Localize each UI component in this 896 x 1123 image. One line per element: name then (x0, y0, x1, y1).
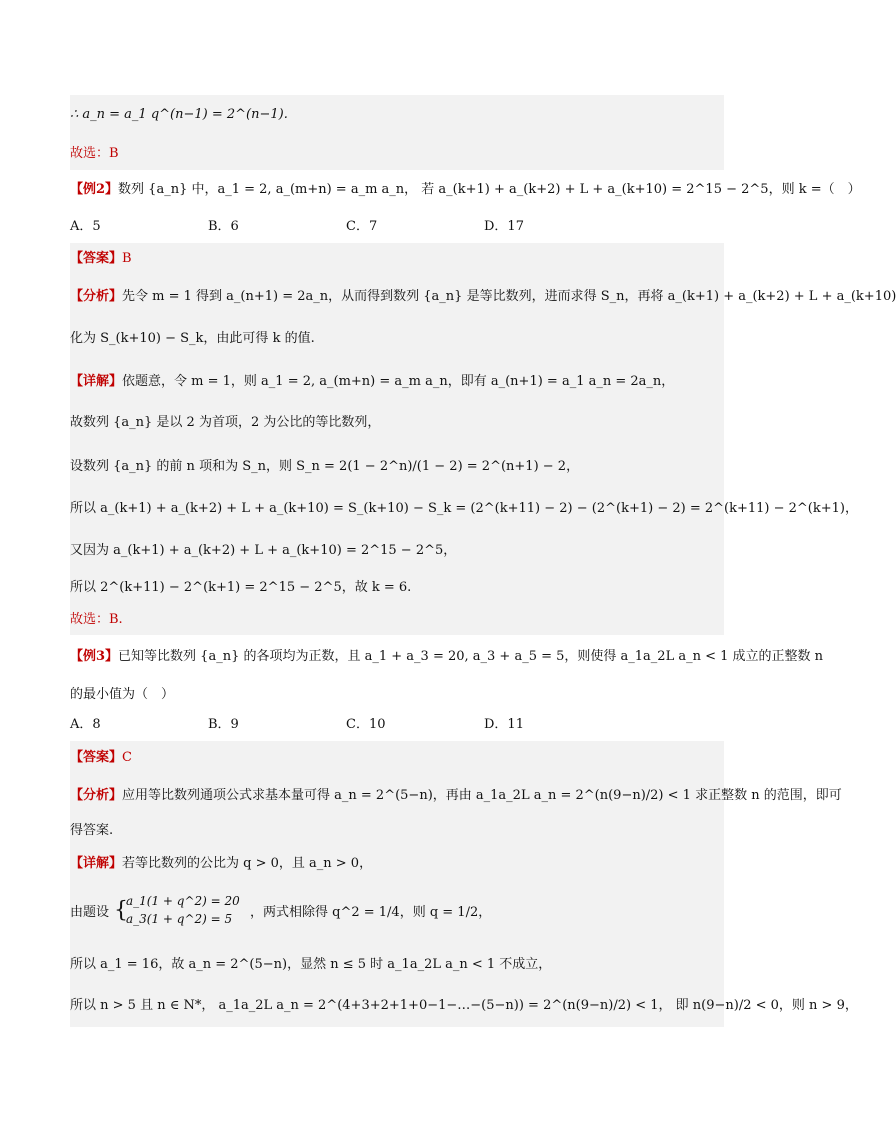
example-3-tag: 【例3】 (70, 649, 119, 664)
example-2-text: 数列 {a_n} 中，a_1 = 2, a_(m+n) = a_m a_n， 若 a_(k+1) + a_(k+2) + L + a_(k+10) = 2^15 − 2^5，则 k =（ ） (118, 182, 861, 197)
example-3-answer (70, 749, 724, 767)
option-a: A．8 (70, 717, 101, 732)
option-c: C．10 (346, 717, 386, 732)
example-3-detail-line-4: 所以 n > 5 且 n ∈ N*， a_1a_2L a_n = 2^(4+3+2+1+0−1−…−(5−n)) = 2^(n(9−n)/2) < 1， 即 n(9−n)/2 < 0，则 n > 9， (70, 998, 858, 1013)
answer-tag: 【答案】 (70, 750, 123, 765)
analysis-text: 先令 m = 1 得到 a_(n+1) = 2a_n，从而得到数列 {a_n} 是等比数列，进而求得 S_n，再将 a_(k+1) + a_(k+2) + L + a_(k+10) (122, 289, 896, 304)
example-3-detail-line-2 (70, 892, 724, 932)
example-2-select: 故选：B. (70, 612, 123, 627)
example-3-analysis-line-1 (70, 787, 842, 805)
example-2-detail-line-5: 又因为 a_(k+1) + a_(k+2) + L + a_(k+10) = 2^15 − 2^5， (70, 543, 457, 558)
option-d: D．11 (484, 717, 524, 732)
answer-value: B (122, 251, 132, 266)
example-3-text: 已知等比数列 {a_n} 的各项均为正数，且 a_1 + a_3 = 20, a_3 + a_5 = 5，则使得 a_1a_2L a_n < 1 成立的正整数 n (118, 649, 824, 664)
option-a: A．5 (70, 219, 101, 234)
option-b: B．9 (208, 717, 239, 732)
answer-select-line: 故选：B (70, 146, 119, 161)
analysis-tag: 【分析】 (70, 289, 123, 304)
example-2-analysis-line-1 (70, 288, 896, 306)
analysis-tag: 【分析】 (70, 788, 123, 803)
option-c: C．7 (346, 219, 378, 234)
example-3-detail-line-1 (70, 855, 724, 873)
option-d: D．17 (484, 219, 524, 234)
example-2-analysis-line-2: 化为 S_(k+10) − S_k，由此可得 k 的值. (70, 331, 315, 346)
detail-prefix: 由题设 (70, 905, 110, 920)
example-3-solution-block (70, 741, 858, 1027)
option-b: B．6 (208, 219, 239, 234)
example-2-detail-line-3: 设数列 {a_n} 的前 n 项和为 S_n，则 S_n = 2(1 − 2^n)/(1 − 2) = 2^(n+1) − 2， (70, 459, 580, 474)
example-2-detail-line-1 (70, 373, 724, 391)
detail-tag: 【详解】 (70, 856, 123, 871)
example-3-question-line-1 (70, 648, 824, 666)
formula: ∴ a_n = a_1 q^(n−1) = 2^(n−1). (70, 107, 288, 122)
detail-tag: 【详解】 (70, 374, 123, 389)
detail-suffix: ，两式相除得 q^2 = 1/4，则 q = 1/2， (250, 905, 492, 920)
example-3-detail-line-3: 所以 a_1 = 16，故 a_n = 2^(5−n)，显然 n ≤ 5 时 a_1a_2L a_n < 1 不成立， (70, 957, 552, 972)
detail-text: 依题意，令 m = 1，则 a_1 = 2, a_(m+n) = a_m a_n，即有 a_(n+1) = a_1 a_n = 2a_n， (122, 374, 675, 389)
example-2-tag: 【例2】 (70, 182, 119, 197)
example-2-detail-line-2: 故数列 {a_n} 是以 2 为首项，2 为公比的等比数列， (70, 415, 381, 430)
analysis-text: 应用等比数列通项公式求基本量可得 a_n = 2^(5−n)，再由 a_1a_2L a_n = 2^(n(9−n)/2) < 1 求正整数 n 的范围，即可 (122, 788, 842, 803)
brace-glyph: { (114, 898, 128, 923)
example-2-detail-line-4: 所以 a_(k+1) + a_(k+2) + L + a_(k+10) = S_(k+10) − S_k = (2^(k+11) − 2) − (2^(k+1) − 2) = 2^(k+11) − 2^(k+1)， (70, 501, 858, 516)
answer-value: C (122, 750, 132, 765)
example-2-detail-line-6: 所以 2^(k+11) − 2^(k+1) = 2^15 − 2^5，故 k = 6. (70, 580, 412, 595)
example-2-answer (70, 250, 724, 268)
example-2-question (70, 181, 861, 199)
system-eq-2: a_3(1 + q^2) = 5 (126, 912, 233, 926)
system-eq-1: a_1(1 + q^2) = 20 (126, 894, 240, 908)
example-3-analysis-line-2: 得答案. (70, 823, 114, 838)
solution-line (70, 106, 724, 124)
detail-text: 若等比数列的公比为 q > 0，且 a_n > 0， (122, 856, 373, 871)
example-2-options (70, 218, 724, 236)
example-3-question-line-2: 的最小值为（ ） (70, 687, 175, 702)
example-3-options (70, 716, 724, 734)
answer-tag: 【答案】 (70, 251, 123, 266)
